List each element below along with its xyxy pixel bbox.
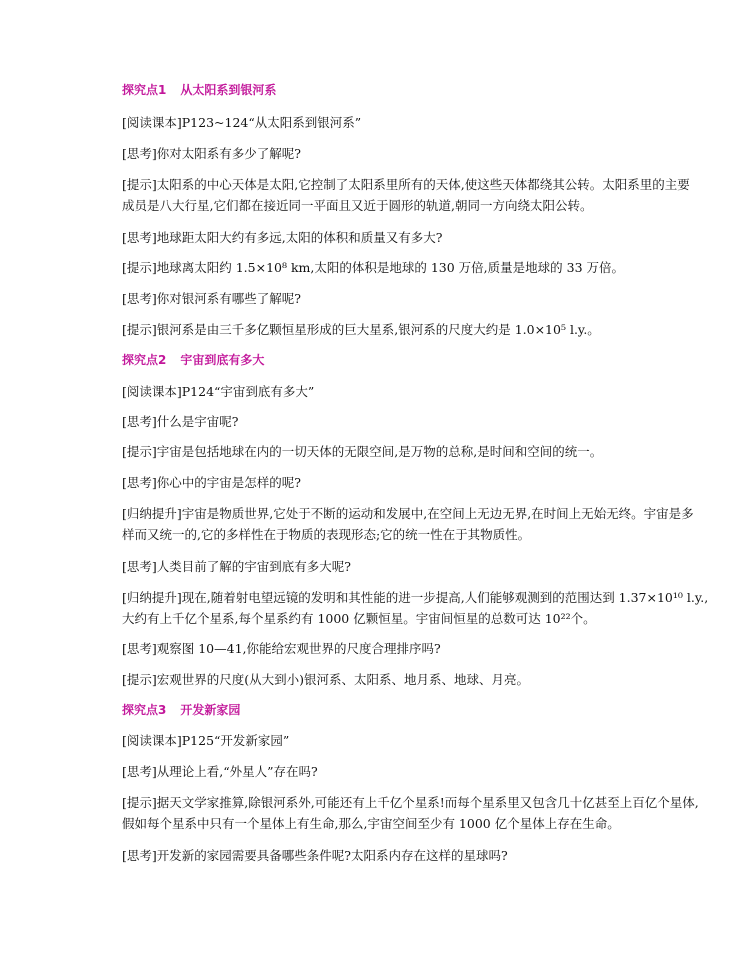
paragraph-line: [思考]你对太阳系有多少了解呢? — [122, 146, 301, 161]
paragraph-line: [阅读课本]P125“开发新家园” — [122, 733, 290, 748]
section-title: 宇宙到底有多大 — [180, 353, 265, 367]
paragraph-line: [思考]人类目前了解的宇宙到底有多大呢? — [122, 559, 351, 574]
paragraph-line: [提示]地球离太阳约 1.5×10⁸ km,太阳的体积是地球的 130 万倍,质量是地球的 33 万倍。 — [122, 260, 625, 275]
section-title: 开发新家园 — [180, 703, 241, 717]
paragraph-line: [归纳提升]宇宙是物质世界,它处于不断的运动和发展中,在空间上无边无界,在时间上无始无终。宇宙是多 — [122, 506, 694, 521]
paragraph-line: [思考]地球距太阳大约有多远,太阳的体积和质量又有多大? — [122, 230, 443, 245]
paragraph-line: [思考]什么是宇宙呢? — [122, 414, 239, 429]
paragraph-line: [归纳提升]现在,随着射电望远镜的发明和其性能的进一步提高,人们能够观测到的范围达到 1.37×10¹⁰ l.y., — [122, 590, 709, 605]
paragraph-line: 成员是八大行星,它们都在接近同一平面且又近于圆形的轨道,朝同一方向绕太阳公转。 — [122, 198, 593, 213]
paragraph-line: [思考]开发新的家园需要具备哪些条件呢?太阳系内存在这样的星球吗? — [122, 848, 508, 863]
paragraph-line: [思考]你心中的宇宙是怎样的呢? — [122, 475, 301, 490]
paragraph-line: 假如每个星系中只有一个星体上有生命,那么,宇宙空间至少有 1000 亿个星体上存在生命。 — [122, 816, 620, 831]
paragraph-line: [阅读课本]P123~124“从太阳系到银河系” — [122, 115, 362, 130]
paragraph-line: [提示]太阳系的中心天体是太阳,它控制了太阳系里所有的天体,使这些天体都绕其公转。太阳系里的主要 — [122, 177, 690, 192]
paragraph-line: [阅读课本]P124“宇宙到底有多大” — [122, 384, 315, 399]
section-title: 从太阳系到银河系 — [180, 83, 277, 97]
section-number: 探究点3 — [122, 703, 167, 717]
paragraph-line: [提示]银河系是由三千多亿颗恒星形成的巨大星系,银河系的尺度大约是 1.0×10⁵ l.y.。 — [122, 322, 600, 337]
paragraph-line: [思考]观察图 10—41,你能给宏观世界的尺度合理排序吗? — [122, 641, 441, 656]
section-heading-1 — [122, 78, 652, 102]
section-heading-3 — [122, 698, 652, 722]
paragraph-line: 大约有上千亿个星系,每个星系约有 1000 亿颗恒星。宇宙间恒星的总数可达 10²²个。 — [122, 611, 596, 626]
paragraph-line: [思考]你对银河系有哪些了解呢? — [122, 291, 301, 306]
paragraph-line: [提示]宇宙是包括地球在内的一切天体的无限空间,是万物的总称,是时间和空间的统一。 — [122, 444, 603, 459]
section-number: 探究点1 — [122, 83, 167, 97]
paragraph-line: [提示]据天文学家推算,除银河系外,可能还有上千亿个星系!而每个星系里又包含几十亿甚至上百亿个星体, — [122, 795, 699, 810]
paragraph-line: [提示]宏观世界的尺度(从大到小)银河系、太阳系、地月系、地球、月亮。 — [122, 672, 530, 687]
paragraph-line: [思考]从理论上看,“外星人”存在吗? — [122, 764, 318, 779]
paragraph-line: 样而又统一的,它的多样性在于物质的表现形态;它的统一性在于其物质性。 — [122, 527, 531, 542]
section-heading-2 — [122, 348, 652, 372]
section-number: 探究点2 — [122, 353, 167, 367]
